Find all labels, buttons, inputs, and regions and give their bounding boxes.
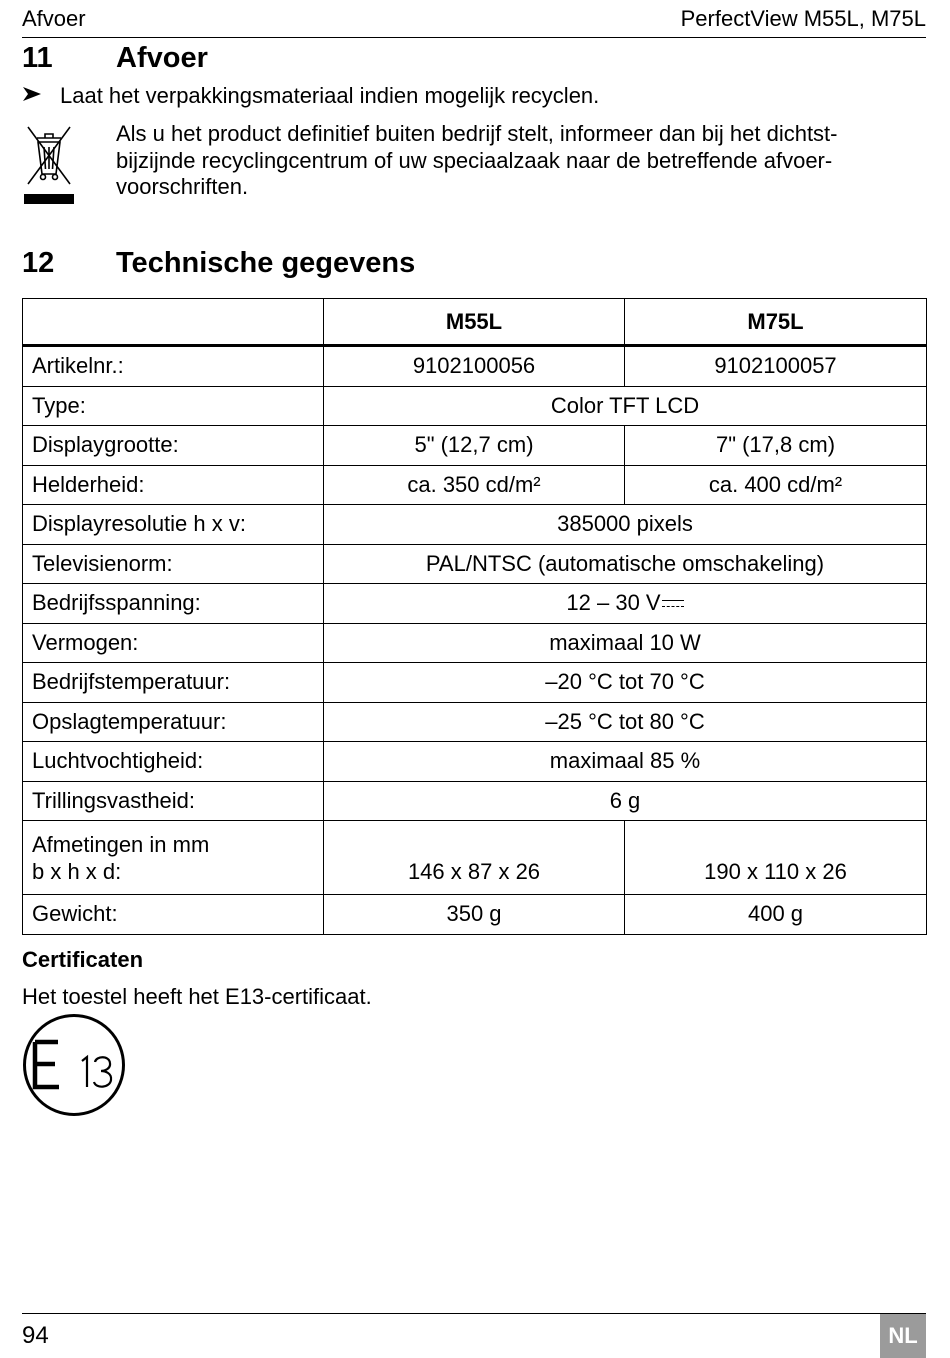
table-row — [23, 584, 927, 624]
table-row — [23, 544, 927, 584]
value-shared: 385000 pixels — [324, 505, 927, 545]
value-shared-cell — [324, 584, 927, 624]
technical-specs-table — [22, 298, 927, 935]
table-row — [23, 781, 927, 821]
table-row — [23, 895, 927, 935]
section-11-title: Afvoer — [116, 42, 208, 74]
value-m55l: 5" (12,7 cm) — [324, 426, 625, 466]
disposal-note-line: bijzijnde recyclingcentrum of uw speciaalzaak naar de betreffende afvoer- — [116, 147, 833, 173]
row-label: Displaygrootte: — [23, 426, 324, 466]
row-label: Trillingsvastheid: — [23, 781, 324, 821]
table-row — [23, 465, 927, 505]
table-row — [23, 426, 927, 466]
row-label: Bedrijfstemperatuur: — [23, 663, 324, 703]
row-label: Vermogen: — [23, 623, 324, 663]
value-m75l: 190 x 110 x 26 — [625, 821, 927, 895]
running-header-product: PerfectView M55L, M75L — [680, 6, 926, 31]
value-shared: maximaal 10 W — [324, 623, 927, 663]
crossed-out-wheelie-bin-icon — [24, 124, 74, 206]
column-header-label — [23, 299, 324, 346]
value-m75l: 9102100057 — [625, 346, 927, 387]
recycle-packaging-bullet — [22, 83, 599, 109]
value-m55l: 146 x 87 x 26 — [324, 821, 625, 895]
value-shared: –20 °C tot 70 °C — [324, 663, 927, 703]
value-m75l: 400 g — [625, 895, 927, 935]
table-row — [23, 505, 927, 545]
table-row — [23, 346, 927, 387]
running-header-section: Afvoer — [22, 6, 86, 31]
row-label: Opslagtemperatuur: — [23, 702, 324, 742]
certificates-text: Het toestel heeft het E13-certificaat. — [22, 984, 372, 1009]
page-number: 94 — [22, 1322, 49, 1349]
row-label-line: b x h x d: — [32, 858, 122, 884]
column-header-m75l: M75L — [625, 299, 927, 346]
table-row — [23, 821, 927, 895]
row-label: Type: — [23, 386, 324, 426]
value-shared: maximaal 85 % — [324, 742, 927, 782]
table-header-row — [23, 299, 927, 346]
row-label-line: Afmetingen in mm — [32, 832, 210, 857]
value-m55l: ca. 350 cd/m² — [324, 465, 625, 505]
disposal-note-line: voorschriften. — [116, 174, 249, 199]
value-m75l: ca. 400 cd/m² — [625, 465, 927, 505]
value-shared: 6 g — [324, 781, 927, 821]
table-row — [23, 623, 927, 663]
arrow-bullet-icon — [22, 83, 60, 109]
language-badge: NL — [880, 1314, 926, 1358]
row-label: Bedrijfsspanning: — [23, 584, 324, 624]
footer-divider — [22, 1313, 926, 1314]
dc-voltage-icon — [662, 600, 684, 608]
value-shared: –25 °C tot 80 °C — [324, 702, 927, 742]
section-12-title: Technische gegevens — [116, 247, 416, 279]
bullet-text: Laat het verpakkingsmateriaal indien mogelijk recyclen. — [60, 83, 600, 108]
row-label-cell — [23, 821, 324, 895]
table-row — [23, 742, 927, 782]
section-11-number: 11 — [22, 42, 53, 74]
row-label: Displayresolutie h x v: — [23, 505, 324, 545]
section-12-number: 12 — [22, 247, 55, 279]
row-label: Helderheid: — [23, 465, 324, 505]
value-shared: 12 – 30 V — [566, 590, 661, 616]
column-header-m55l: M55L — [324, 299, 625, 346]
disposal-note-line: Als u het product definitief buiten bedrijf stelt, informeer dan bij het dichtst- — [116, 121, 838, 146]
disposal-note — [116, 121, 896, 201]
table-row — [23, 702, 927, 742]
certificates-heading: Certificaten — [22, 947, 144, 972]
value-m55l: 9102100056 — [324, 346, 625, 387]
row-label: Luchtvochtigheid: — [23, 742, 324, 782]
row-label: Gewicht: — [23, 895, 324, 935]
e13-certification-mark-icon — [22, 1013, 126, 1117]
row-label: Televisienorm: — [23, 544, 324, 584]
row-label: Artikelnr.: — [23, 346, 324, 387]
table-row — [23, 663, 927, 703]
header-divider — [22, 37, 926, 38]
value-m55l: 350 g — [324, 895, 625, 935]
value-shared: Color TFT LCD — [324, 386, 927, 426]
table-row — [23, 386, 927, 426]
value-shared: PAL/NTSC (automatische omschakeling) — [324, 544, 927, 584]
value-m75l: 7" (17,8 cm) — [625, 426, 927, 466]
